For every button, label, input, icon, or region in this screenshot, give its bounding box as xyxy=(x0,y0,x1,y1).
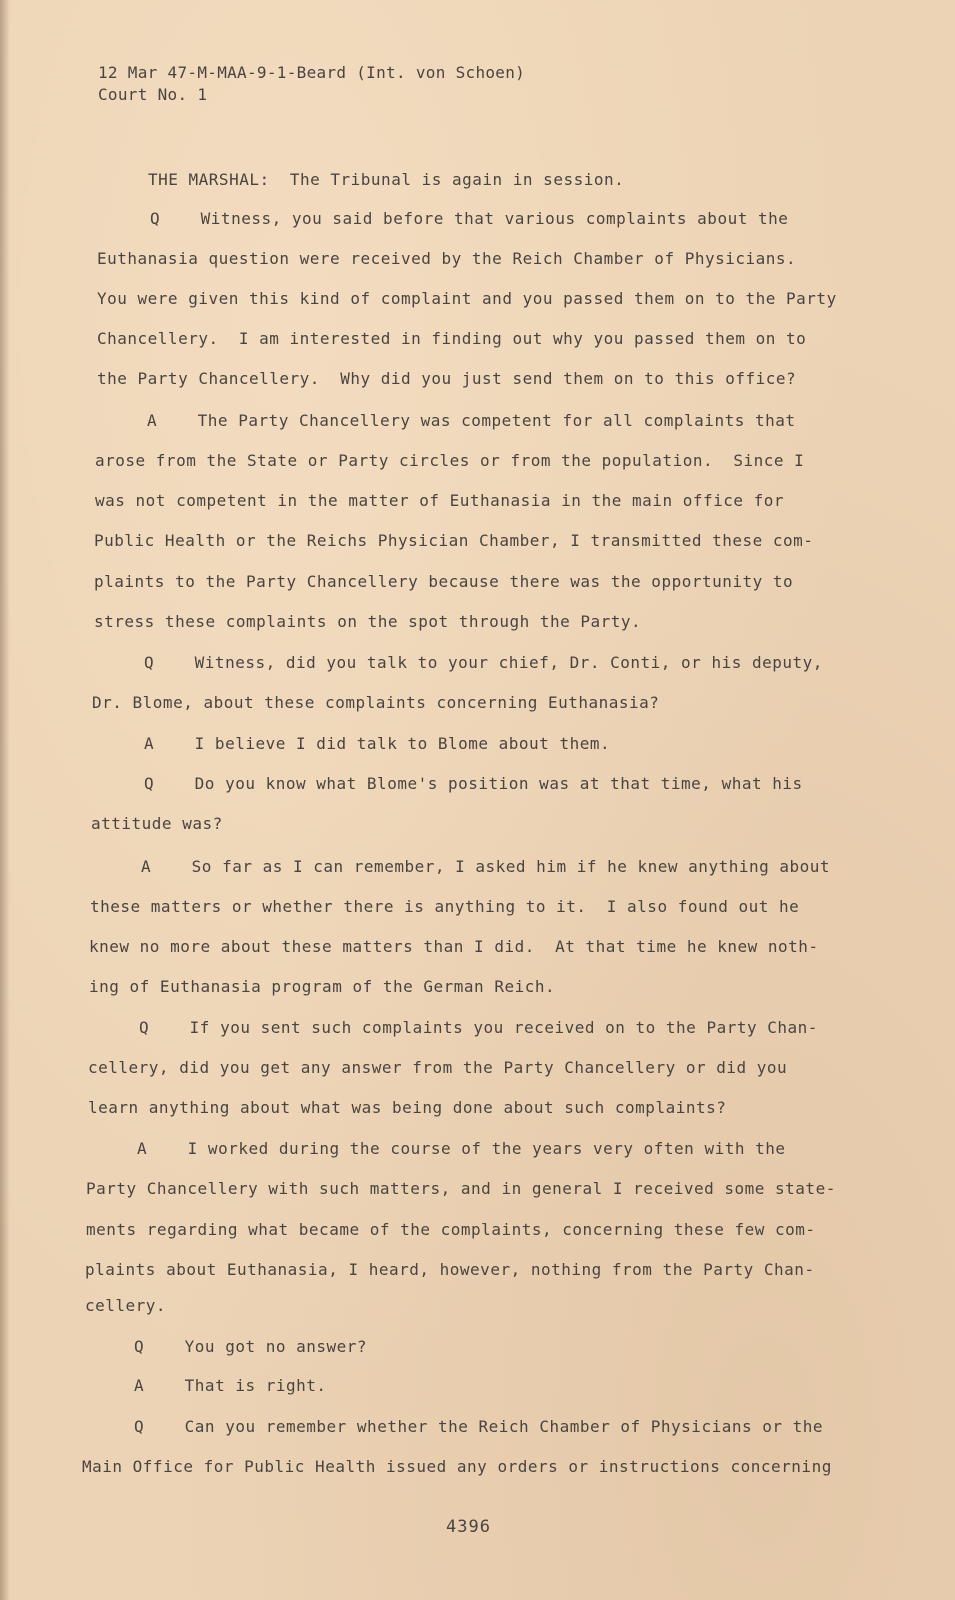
transcript-line: Chancellery. I am interested in finding out why you passed them on to xyxy=(97,329,807,348)
transcript-line: Q Witness, did you talk to your chief, Dr. Conti, or his deputy, xyxy=(144,653,823,672)
transcript-line: A So far as I can remember, I asked him if he knew anything about xyxy=(141,857,831,876)
transcript-line: the Party Chancellery. Why did you just send them on to this office? xyxy=(97,369,797,388)
transcript-line: learn anything about what was being done about such complaints? xyxy=(88,1098,727,1117)
transcript-line: stress these complaints on the spot through the Party. xyxy=(94,612,642,631)
transcript-line: Public Health or the Reichs Physician Chamber, I transmitted these com- xyxy=(94,531,814,550)
transcript-line: Dr. Blome, about these complaints concerning Euthanasia? xyxy=(92,693,660,712)
transcript-line: these matters or whether there is anything to it. I also found out he xyxy=(90,897,800,916)
transcript-line: cellery, did you get any answer from the Party Chancellery or did you xyxy=(88,1058,788,1077)
transcript-line: ing of Euthanasia program of the German Reich. xyxy=(89,977,556,996)
header-line-case: 12 Mar 47-M-MAA-9-1-Beard (Int. von Schoen) xyxy=(98,63,526,82)
transcript-line: A I believe I did talk to Blome about them. xyxy=(144,734,611,753)
transcript-line: Q If you sent such complaints you received on to the Party Chan- xyxy=(139,1018,818,1037)
transcript-line: A The Party Chancellery was competent for all complaints that xyxy=(147,411,796,430)
document-header xyxy=(98,62,525,106)
transcript-line: plaints to the Party Chancellery because there was the opportunity to xyxy=(94,572,794,591)
transcript-line: Q Witness, you said before that various complaints about the xyxy=(150,209,789,228)
transcript-line: attitude was? xyxy=(91,814,223,833)
transcript-line: cellery. xyxy=(85,1296,167,1315)
transcript-line: You were given this kind of complaint and you passed them on to the Party xyxy=(97,289,837,308)
transcript-line: Q Do you know what Blome's position was at that time, what his xyxy=(144,774,803,793)
transcript-line: ments regarding what became of the complaints, concerning these few com- xyxy=(86,1220,816,1239)
transcript-line: Q Can you remember whether the Reich Chamber of Physicians or the xyxy=(134,1417,824,1436)
page-number: 4396 xyxy=(446,1517,491,1537)
transcript-line: A I worked during the course of the years very often with the xyxy=(137,1139,786,1158)
page-edge-shadow xyxy=(0,0,10,1600)
header-line-court: Court No. 1 xyxy=(98,85,208,104)
transcript-line: A That is right. xyxy=(134,1376,327,1395)
transcript-line: plaints about Euthanasia, I heard, however, nothing from the Party Chan- xyxy=(85,1260,815,1279)
transcript-line: knew no more about these matters than I did. At that time he knew noth- xyxy=(89,937,819,956)
transcript-line: THE MARSHAL: The Tribunal is again in session. xyxy=(148,170,625,189)
transcript-line: Party Chancellery with such matters, and in general I received some state- xyxy=(86,1179,836,1198)
transcript-line: arose from the State or Party circles or from the population. Since I xyxy=(95,451,805,470)
transcript-line: Main Office for Public Health issued any orders or instructions concerning xyxy=(82,1457,832,1476)
transcript-line: Q You got no answer? xyxy=(134,1337,368,1356)
transcript-line: was not competent in the matter of Euthanasia in the main office for xyxy=(95,491,785,510)
transcript-line: Euthanasia question were received by the Reich Chamber of Physicians. xyxy=(97,249,797,268)
